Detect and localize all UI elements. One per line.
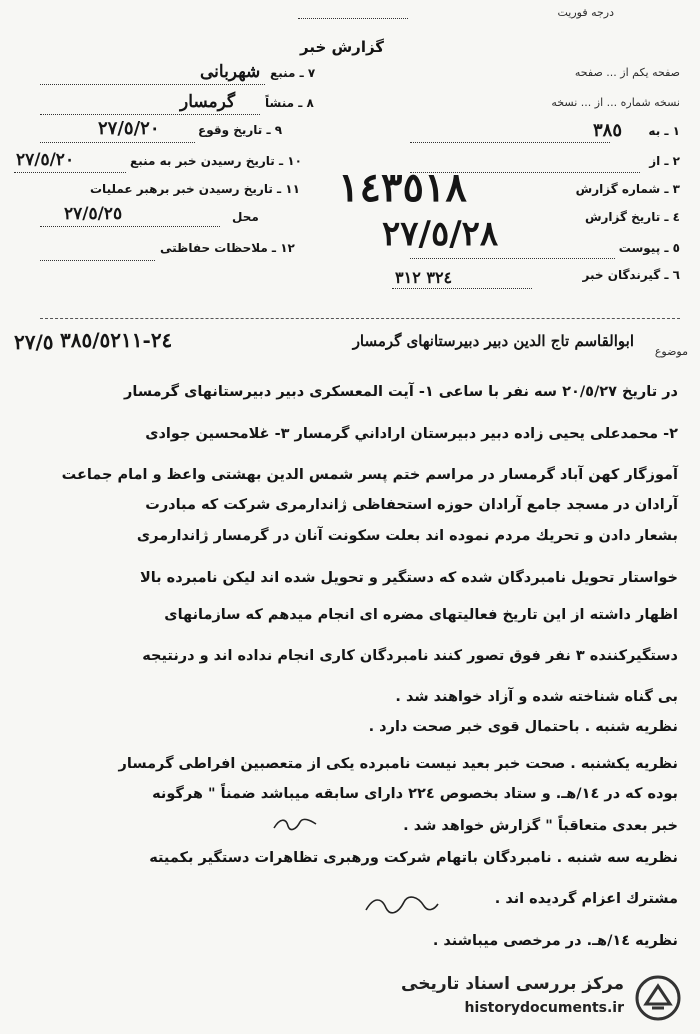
right-field-label-report-date: ٤ ـ تاريخ گزارش (584, 210, 680, 224)
page-line: صفحه يكم از ... صفحه (574, 66, 680, 79)
body-line: اظهار داشته از اين تاريخ فعاليتهای مضره ای انجام ميدهم كه سازمانهای (164, 607, 678, 623)
right-field-label-report-number: ٣ ـ شماره گزارش (575, 182, 680, 196)
left-field-label-date-occurred: ٩ ـ تاريخ وقوع (198, 123, 283, 137)
watermark-url: historydocuments.ir (464, 1000, 624, 1016)
handwritten-initial-mark (270, 812, 320, 836)
left-field-value-date-occurred: ٢٧/٥/٢٠ (98, 118, 160, 139)
body-line: در تاريخ ٢٠/٥/٢٧ سه نفر با ساعی ١- آيت المعسكری دبير دبيرستانهای گرمسار (124, 384, 678, 400)
handwritten-signature-mark (360, 888, 440, 920)
document-title: گزارش خبر (300, 38, 385, 56)
body-line: ٢- محمدعلی يحيی زاده دبير دبيرستان اراداني گرمسار ٣- غلامحسين جوادی (145, 426, 678, 442)
right-field-rule (410, 258, 615, 259)
classification-label: درجه فوريت (557, 6, 614, 19)
body-line: بوده كه در ١٤/هـ. و ستاد بخصوص ٢٢٤ دارای سابقه ميباشد ضمناً " هرگونه (152, 786, 678, 802)
right-field-label-to: ١ ـ به (648, 124, 680, 138)
left-field-rule (40, 142, 195, 143)
right-field-value-to: ٣٨٥ (592, 120, 622, 141)
title-rule (298, 18, 408, 19)
copy-line: نسخه شماره ... از ... نسخه (551, 96, 680, 109)
subject-text: ابوالقاسم تاج الدين دبير دبيرستانهای گرمسار (352, 332, 634, 350)
watermark-title: مركز بررسی اسناد تاريخی (401, 974, 624, 994)
body-line: بی گناه شناخته شده و آزاد خواهند شد . (395, 689, 678, 705)
body-line: دستگيركننده ٣ نفر فوق تصور كنند نامبردگان كاری انجام نداده اند و درنتيجه (142, 648, 678, 664)
left-field-rule (40, 114, 260, 115)
archive-logo-icon (634, 974, 682, 1022)
right-field-value-report-date: ٢٧/٥/٢٨ (382, 214, 499, 254)
left-field-label-place: محل (232, 210, 259, 224)
left-field-rule (14, 172, 126, 173)
body-line: خواستار تحويل نامبردگان شده كه دستگير و تحويل شده اند ليكن نامبرده بالا (139, 570, 678, 586)
left-field-label-origin: ٨ ـ منشاً (265, 96, 314, 110)
left-field-rule (40, 84, 265, 85)
body-line: خبر بعدی متعاقباً " گزارش خواهد شد . (403, 818, 678, 834)
left-field-value-date-to-source: ٢٧/٥/٢٠ (16, 150, 75, 170)
body-line: آموزگار كهن آباد گرمسار در مراسم ختم پسر شمس الدين بهشتی واعظ و امام جماعت (61, 467, 678, 483)
left-field-label-source: ٧ ـ منبع (270, 66, 316, 80)
right-field-value-recipients: ٣٢٤ ٣١٢ (395, 268, 453, 287)
left-field-label-date-to-ops: ١١ ـ تاريخ رسيدن خبر برهبر عمليات (90, 182, 300, 196)
right-field-label-attachment: ٥ ـ پيوست (618, 241, 680, 255)
right-field-label-from: ٢ ـ از (649, 154, 680, 168)
body-line: مشترك اعزام گرديده اند . (494, 891, 678, 907)
left-field-value-date-to-ops: ٢٧/٥/٢٥ (64, 204, 123, 224)
left-field-label-date-to-source: ١٠ ـ تاريخ رسيدن خبر به منبع (130, 154, 302, 168)
subject-annotation: ٢٤-٣٨٥/٥٢١١ (60, 328, 173, 352)
left-field-rule (40, 226, 220, 227)
left-field-rule (40, 260, 155, 261)
right-field-rule (410, 142, 610, 143)
left-field-value-origin: گرمسار (180, 92, 236, 112)
body-line: بشعار دادن و تحريك مردم نموده اند بعلت سكونت آنان در گرمسار ژاندارمری (136, 528, 678, 544)
right-field-label-recipients: ٦ ـ گيرندگان خبر (582, 268, 680, 282)
left-field-label-security-notes: ١٢ ـ ملاحظات حفاظتی (160, 241, 295, 255)
right-field-rule (392, 288, 532, 289)
subject-date-annotation: ٢٧/٥ (14, 330, 54, 354)
left-field-value-source: شهربانی (200, 62, 261, 82)
right-field-value-report-number: ١٤٣٥١٨ (338, 164, 467, 211)
body-line: نظريه سه شنبه . نامبردگان باتهام شركت ورهبری تظاهرات دستگير بكميته (149, 850, 678, 866)
body-line: نظريه ١٤/هـ. در مرخصی ميباشند . (432, 933, 678, 949)
body-line: نظريه يكشنبه . صحت خبر بعيد نيست نامبرده يكی از متعصبين افراطی گرمسار (118, 756, 678, 772)
subject-label: موضوع (654, 345, 688, 358)
body-line: نظريه شنبه . باحتمال قوی خبر صحت دارد . (368, 719, 678, 735)
header-separator (40, 318, 680, 319)
body-line: آرادان در مسجد جامع آرادان حوزه استحفاظی ژاندارمری شركت كه مبادرت (145, 497, 678, 513)
archive-watermark (382, 972, 682, 1024)
